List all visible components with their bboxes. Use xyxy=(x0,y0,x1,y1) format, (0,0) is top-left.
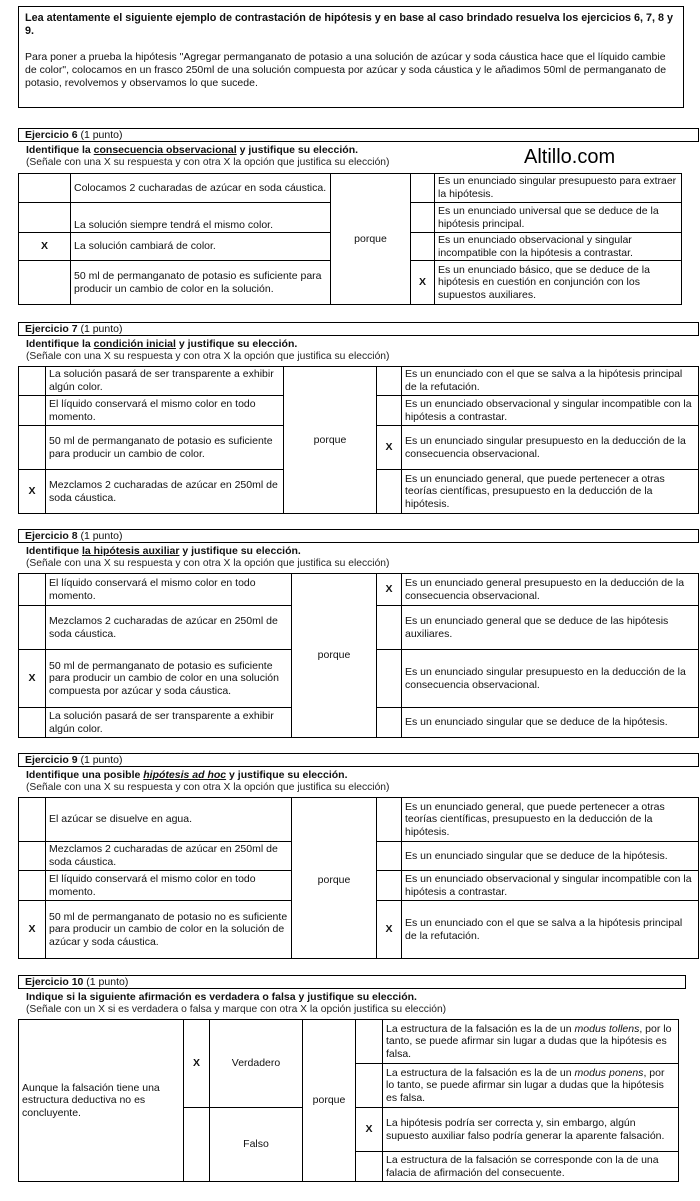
ex7-header xyxy=(18,322,699,336)
ex6-right-option-3[interactable]: Es un enunciado básico, que se deduce de la hipótesis en cuestión en conjunción con los supuestos auxiliares. xyxy=(435,261,682,305)
ex10-right-mark-1[interactable] xyxy=(356,1064,383,1108)
ex6-left-option-1[interactable]: La solución siempre tendrá el mismo color. xyxy=(71,203,331,233)
ex7-right-option-1[interactable]: Es un enunciado observacional y singular incompatible con la hipótesis a contrastar. xyxy=(402,396,699,426)
ex10-statement: Aunque la falsación tiene una estructura deductiva no es concluyente. xyxy=(19,1020,184,1182)
ex10-verdadero-mark[interactable]: X xyxy=(184,1020,210,1108)
ex8-left-mark-0[interactable] xyxy=(19,574,46,606)
ex7-title: Ejercicio 7 xyxy=(25,323,78,335)
ex9-right-mark-2[interactable] xyxy=(377,871,402,901)
ex10-right-option-1[interactable]: La estructura de la falsación es la de un modus ponens, por lo tanto, se puede afirmar sin lugar a dudas que la hipótesis es falsa. xyxy=(383,1064,679,1108)
ex8-left-mark-3[interactable] xyxy=(19,708,46,738)
ex6-right-mark-2[interactable] xyxy=(411,233,435,261)
ex6-left-mark-3[interactable] xyxy=(19,261,71,305)
ex7-left-mark-2[interactable] xyxy=(19,426,46,470)
ex6-right-option-2[interactable]: Es un enunciado observacional y singular incompatible con la hipótesis a contrastar. xyxy=(435,233,682,261)
ex6-right-mark-0[interactable] xyxy=(411,174,435,203)
ex7-right-mark-0[interactable] xyxy=(377,367,402,396)
ex8-right-mark-0[interactable]: X xyxy=(377,574,402,606)
ex6-right-mark-3[interactable]: X xyxy=(411,261,435,305)
ex10-falso-mark[interactable] xyxy=(184,1108,210,1182)
ex9-left-mark-1[interactable] xyxy=(19,842,46,871)
ex8-instruction: (Señale con una X su respuesta y con otra X la opción que justifica su elección) xyxy=(26,558,390,569)
ex8-right-mark-1[interactable] xyxy=(377,606,402,650)
ex8-title: Ejercicio 8 xyxy=(25,530,78,542)
ex8-porque: porque xyxy=(292,574,377,738)
ex6-question: Identifique la consecuencia observacional y justifique su elección. xyxy=(26,144,359,156)
ex7-right-mark-2[interactable]: X xyxy=(377,426,402,470)
ex7-left-mark-1[interactable] xyxy=(19,396,46,426)
intro-body: Para poner a prueba la hipótesis "Agregar permanganato de potasio a una solución de azúcar y soda cáustica hace que el líquido cambie de color", colocamos en un frasco 250ml de una solución compuesta por azúcar y soda cáustica y le añadimos 50ml de permanganato de potasio, revolvemos y observamos lo que sucede. xyxy=(25,50,667,90)
ex9-right-mark-1[interactable] xyxy=(377,842,402,871)
ex8-left-mark-2[interactable]: X xyxy=(19,650,46,708)
ex9-instruction: (Señale con una X su respuesta y con otra X la opción que justifica su elección) xyxy=(26,782,390,793)
ex9-title: Ejercicio 9 xyxy=(25,754,78,766)
ex6-left-mark-2[interactable]: X xyxy=(19,233,71,261)
ex9-right-mark-3[interactable]: X xyxy=(377,901,402,959)
ex9-question: Identifique una posible hipótesis ad hoc y justifique su elección. xyxy=(26,769,348,781)
ex8-points: (1 punto) xyxy=(80,530,123,542)
ex8-table xyxy=(18,573,699,738)
ex8-right-mark-3[interactable] xyxy=(377,708,402,738)
ex10-table xyxy=(18,1019,679,1182)
ex6-left-option-2[interactable]: La solución cambiará de color. xyxy=(71,233,331,261)
ex10-falso-label[interactable]: Falso xyxy=(210,1108,303,1182)
ex9-right-option-1[interactable]: Es un enunciado singular que se deduce de la hipótesis. xyxy=(402,842,699,871)
ex8-right-option-0[interactable]: Es un enunciado general presupuesto en la deducción de la consecuencia observacional. xyxy=(402,574,699,606)
ex9-right-option-3[interactable]: Es un enunciado con el que se salva a la hipótesis principal de la refutación. xyxy=(402,901,699,959)
ex7-left-option-1[interactable]: El líquido conservará el mismo color en todo momento. xyxy=(46,396,284,426)
ex6-left-mark-0[interactable] xyxy=(19,174,71,203)
ex6-table xyxy=(18,173,682,305)
ex10-right-mark-3[interactable] xyxy=(356,1152,383,1182)
ex9-right-mark-0[interactable] xyxy=(377,798,402,842)
ex10-right-mark-2[interactable]: X xyxy=(356,1108,383,1152)
ex10-right-option-3[interactable]: La estructura de la falsación se corresponde con la de una falacia de afirmación del consecuente. xyxy=(383,1152,679,1182)
ex7-left-option-0[interactable]: La solución pasará de ser transparente a exhibir algún color. xyxy=(46,367,284,396)
ex10-right-option-0[interactable]: La estructura de la falsación es la de un modus tollens, por lo tanto, se puede afirmar sin lugar a dudas que la hipótesis es falsa. xyxy=(383,1020,679,1064)
intro-title: Lea atentamente el siguiente ejemplo de contrastación de hipótesis y en base al caso brindado resuelva los ejercicios 6, 7, 8 y 9. xyxy=(25,12,674,38)
ex6-right-option-1[interactable]: Es un enunciado universal que se deduce de la hipótesis principal. xyxy=(435,203,682,233)
ex10-right-option-2[interactable]: La hipótesis podría ser correcta y, sin embargo, algún supuesto auxiliar falso podría generar la aparente falsación. xyxy=(383,1108,679,1152)
ex8-left-mark-1[interactable] xyxy=(19,606,46,650)
ex9-left-option-1[interactable]: Mezclamos 2 cucharadas de azúcar en 250ml de soda cáustica. xyxy=(46,842,292,871)
ex9-porque: porque xyxy=(292,798,377,959)
ex7-left-option-2[interactable]: 50 ml de permanganato de potasio es suficiente para producir un cambio de color. xyxy=(46,426,284,470)
ex9-left-mark-2[interactable] xyxy=(19,871,46,901)
ex6-title: Ejercicio 6 xyxy=(25,129,78,141)
ex8-right-option-3[interactable]: Es un enunciado singular que se deduce de la hipótesis. xyxy=(402,708,699,738)
ex7-right-mark-3[interactable] xyxy=(377,470,402,514)
ex7-table xyxy=(18,366,699,514)
ex6-points: (1 punto) xyxy=(80,129,123,141)
ex8-left-option-0[interactable]: El líquido conservará el mismo color en todo momento. xyxy=(46,574,292,606)
ex8-left-option-2[interactable]: 50 ml de permanganato de potasio es suficiente para producir un cambio de color en una solución compuesta por azúcar y soda cáustica. xyxy=(46,650,292,708)
ex8-header xyxy=(18,529,699,543)
ex6-porque: porque xyxy=(331,174,411,305)
ex7-right-mark-1[interactable] xyxy=(377,396,402,426)
ex8-question: Identifique la hipótesis auxiliar y justifique su elección. xyxy=(26,545,301,557)
ex7-right-option-0[interactable]: Es un enunciado con el que se salva a la hipótesis principal de la refutación. xyxy=(402,367,699,396)
ex7-right-option-2[interactable]: Es un enunciado singular presupuesto en la deducción de la consecuencia observacional. xyxy=(402,426,699,470)
ex8-left-option-1[interactable]: Mezclamos 2 cucharadas de azúcar en 250ml de soda cáustica. xyxy=(46,606,292,650)
ex6-left-mark-1[interactable] xyxy=(19,203,71,233)
ex8-right-option-2[interactable]: Es un enunciado singular presupuesto en la deducción de la consecuencia observacional. xyxy=(402,650,699,708)
ex9-points: (1 punto) xyxy=(80,754,123,766)
watermark: Altillo.com xyxy=(524,146,616,168)
ex9-header xyxy=(18,753,699,767)
ex9-table xyxy=(18,797,699,959)
ex9-left-option-3[interactable]: 50 ml de permanganato de potasio no es suficiente para producir un cambio de color en la solución de azúcar y soda cáustica. xyxy=(46,901,292,959)
ex7-porque: porque xyxy=(284,367,377,514)
ex10-porque: porque xyxy=(303,1020,356,1182)
intro-box xyxy=(18,6,684,108)
ex9-right-option-2[interactable]: Es un enunciado observacional y singular incompatible con la hipótesis a contrastar. xyxy=(402,871,699,901)
ex10-verdadero-label[interactable]: Verdadero xyxy=(210,1020,303,1108)
ex6-left-option-0[interactable]: Colocamos 2 cucharadas de azúcar en soda cáustica. xyxy=(71,174,331,203)
ex7-left-option-3[interactable]: Mezclamos 2 cucharadas de azúcar en 250ml de soda cáustica. xyxy=(46,470,284,514)
ex7-instruction: (Señale con una X su respuesta y con otra X la opción que justifica su elección) xyxy=(26,351,390,362)
ex9-right-option-0[interactable]: Es un enunciado general, que puede pertenecer a otras teorías científicas, presupuesto en la deducción de la hipótesis. xyxy=(402,798,699,842)
ex10-right-mark-0[interactable] xyxy=(356,1020,383,1064)
ex6-header xyxy=(18,128,699,142)
ex7-right-option-3[interactable]: Es un enunciado general, que puede pertenecer a otras teorías científicas, presupuesto en la deducción de la hipótesis. xyxy=(402,470,699,514)
ex10-question: Indique si la siguiente afirmación es verdadera o falsa y justifique su elección. xyxy=(26,991,417,1003)
ex10-instruction: (Señale con un X si es verdadera o falsa y marque con otra X la opción justifica su elección) xyxy=(26,1004,447,1015)
ex6-instruction: (Señale con una X su respuesta y con otra X la opción que justifica su elección) xyxy=(26,157,390,168)
ex7-question: Identifique la condición inicial y justifique su elección. xyxy=(26,338,298,350)
ex6-left-option-3[interactable]: 50 ml de permanganato de potasio es suficiente para producir un cambio de color en la solución. xyxy=(71,261,331,305)
ex7-left-mark-3[interactable]: X xyxy=(19,470,46,514)
ex8-right-option-1[interactable]: Es un enunciado general que se deduce de las hipótesis auxiliares. xyxy=(402,606,699,650)
ex6-right-mark-1[interactable] xyxy=(411,203,435,233)
ex10-header xyxy=(18,975,686,989)
ex10-points: (1 punto) xyxy=(86,976,129,988)
ex10-title: Ejercicio 10 xyxy=(25,976,84,988)
ex9-left-mark-0[interactable] xyxy=(19,798,46,842)
ex9-left-option-2[interactable]: El líquido conservará el mismo color en todo momento. xyxy=(46,871,292,901)
ex9-left-option-0[interactable]: El azúcar se disuelve en agua. xyxy=(46,798,292,842)
ex8-right-mark-2[interactable] xyxy=(377,650,402,708)
ex7-points: (1 punto) xyxy=(80,323,123,335)
ex7-left-mark-0[interactable] xyxy=(19,367,46,396)
ex6-right-option-0[interactable]: Es un enunciado singular presupuesto para extraer la hipótesis. xyxy=(435,174,682,203)
ex8-left-option-3[interactable]: La solución pasará de ser transparente a exhibir algún color. xyxy=(46,708,292,738)
ex9-left-mark-3[interactable]: X xyxy=(19,901,46,959)
